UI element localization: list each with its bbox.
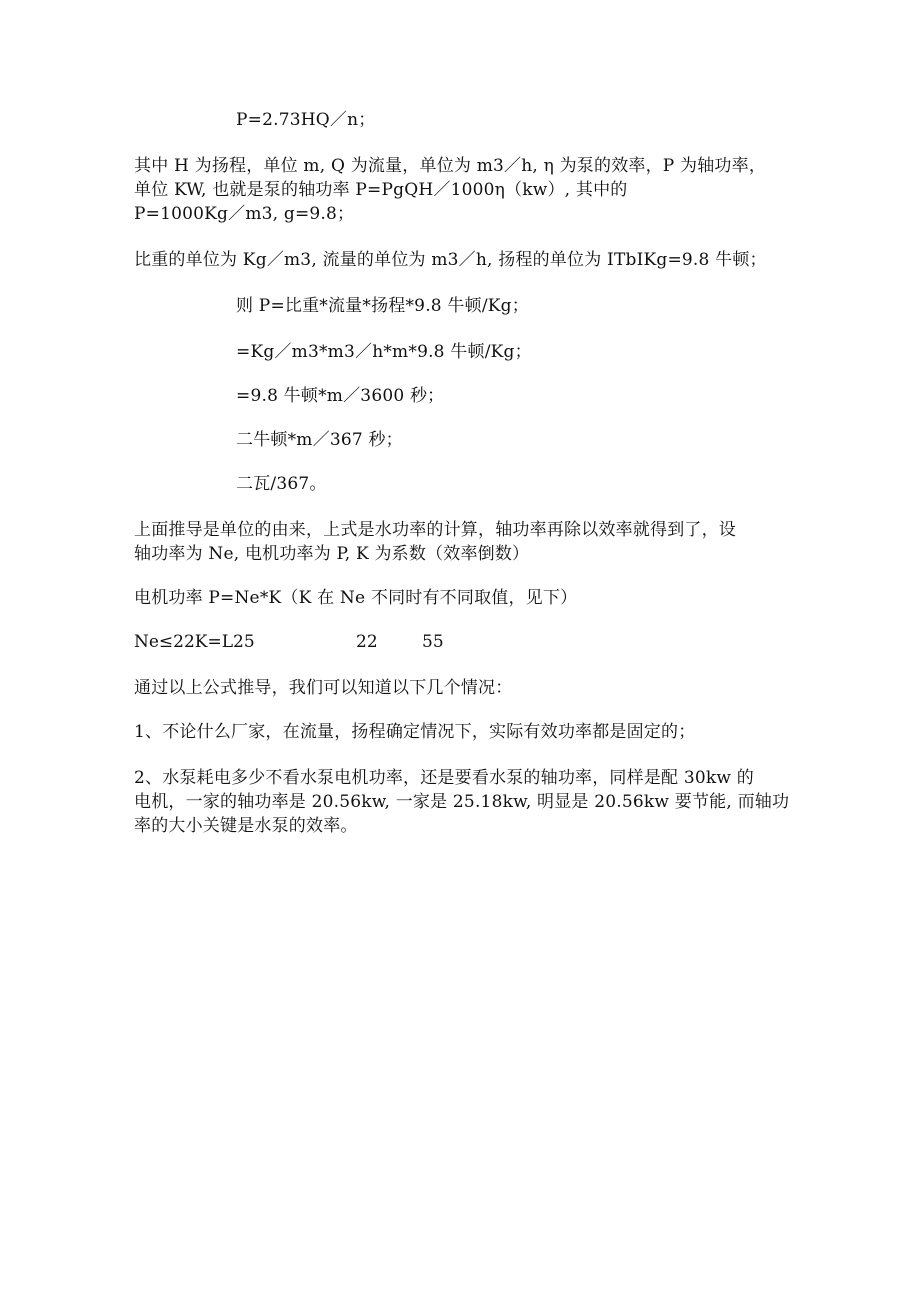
derivation-line-3: =9.8 牛顿*m／3600 秒； — [236, 386, 445, 406]
derivation-line-2: =Kg／m3*m3／h*m*9.8 牛顿/Kg； — [236, 342, 532, 362]
paragraph-4: 电机功率 P=Ne*K（K 在 Ne 不同时有不同取值，见下） — [134, 588, 578, 608]
paragraph-1-line-1: 其中 H 为扬程，单位 m, Q 为流量，单位为 m3／h, η 为泵的效率，P 为轴功率， — [134, 156, 767, 176]
paragraph-2: 比重的单位为 Kg／m3, 流量的单位为 m3／h, 扬程的单位为 ITbIKg=9.8 牛顿； — [134, 250, 767, 270]
derivation-line-4: 二牛顿*m／367 秒； — [236, 430, 403, 450]
point-1: 1、不论什么厂家，在流量，扬程确定情况下，实际有效功率都是固定的； — [134, 722, 696, 742]
derivation-line-1: 则 P=比重*流量*扬程*9.8 牛顿/Kg； — [236, 296, 529, 316]
derivation-line-5: 二瓦/367。 — [236, 474, 327, 494]
point-2-line-2: 电机，一家的轴功率是 20.56kw, 一家是 25.18kw, 明显是 20.56kw 要节能, 而轴功 — [134, 792, 790, 812]
formula-p-273hq: P=2.73HQ／n； — [236, 110, 376, 130]
paragraph-1-line-3: P=1000Kg／m3, g=9.8； — [134, 204, 355, 224]
paragraph-1-line-2: 单位 KW, 也就是泵的轴功率 P=PgQH／1000η（kw）, 其中的 — [134, 180, 628, 200]
paragraph-3-line-2: 轴功率为 Ne, 电机功率为 P, K 为系数（效率倒数） — [134, 544, 530, 564]
table-cell-value-55: 55 — [422, 632, 444, 652]
paragraph-5: 通过以上公式推导，我们可以知道以下几个情况： — [134, 678, 513, 698]
point-2-line-3: 率的大小关键是水泵的效率。 — [134, 816, 358, 836]
paragraph-3-line-1: 上面推导是单位的由来，上式是水功率的计算，轴功率再除以效率就得到了，设 — [134, 520, 736, 540]
table-cell-value-22: 22 — [356, 632, 378, 652]
point-2-line-1: 2、水泵耗电多少不看水泵电机功率，还是要看水泵的轴功率，同样是配 30kw 的 — [134, 768, 754, 788]
table-cell-condition: Ne≤22K=L25 — [134, 632, 255, 652]
